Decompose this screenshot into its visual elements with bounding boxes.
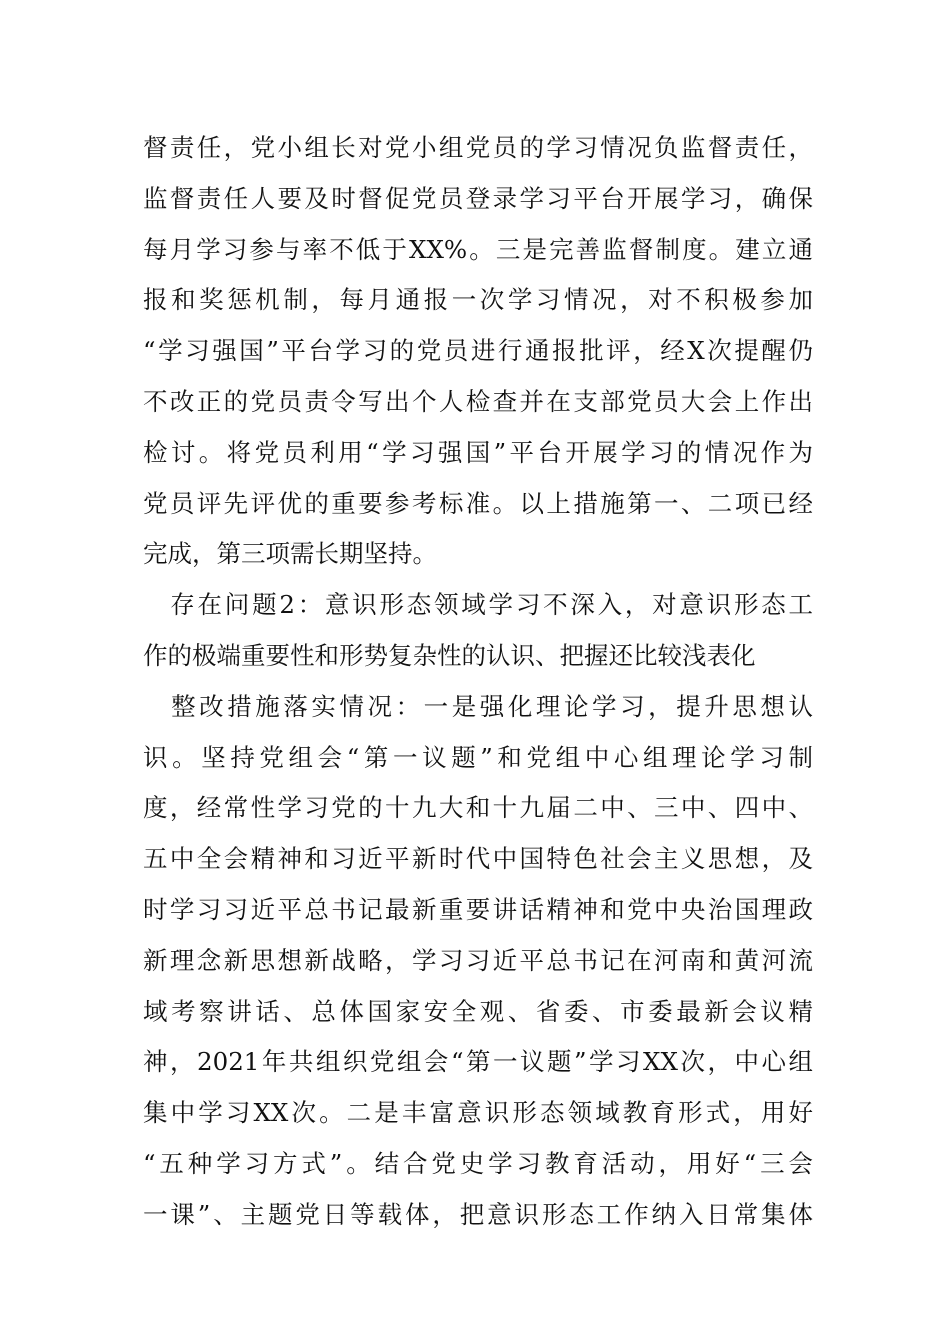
text-line: 整改措施落实情况：一是强化理论学习，提升思想认: [143, 691, 813, 721]
text-line: 新理念新思想新战略，学习习近平总书记在河南和黄河流: [143, 945, 813, 975]
text-line: 存在问题2：意识形态领域学习不深入，对意识形态工: [143, 590, 813, 620]
text-line: 度，经常性学习党的十九大和十九届二中、三中、四中、: [143, 793, 813, 823]
paragraph-2: [143, 580, 813, 682]
text-line: 神，2021年共组织党组会“第一议题”学习XX次，中心组: [143, 1047, 813, 1077]
text-line: 督责任，党小组长对党小组党员的学习情况负监督责任，: [143, 133, 813, 162]
text-line: 报和奖惩机制，每月通报一次学习情况，对不积极参加: [143, 285, 813, 315]
text-line: 完成，第三项需长期坚持。: [143, 539, 437, 569]
document-body: [143, 123, 813, 1241]
text-line: 五中全会精神和习近平新时代中国特色社会主义思想，及: [143, 844, 813, 874]
text-line: “学习强国”平台学习的党员进行通报批评，经X次提醒仍: [143, 336, 813, 366]
text-line: 集中学习XX次。二是丰富意识形态领域教育形式，用好: [143, 1098, 813, 1128]
paragraph-3: [143, 682, 813, 1241]
text-line: 每月学习参与率不低于XX%。三是完善监督制度。建立通: [143, 234, 813, 264]
text-line: 一课”、主题党日等载体，把意识形态工作纳入日常集体: [143, 1199, 813, 1229]
text-line: 作的极端重要性和形势复杂性的认识、把握还比较浅表化: [143, 640, 756, 670]
text-line: 监督责任人要及时督促党员登录学习平台开展学习，确保: [143, 183, 813, 213]
text-line: 检讨。将党员利用“学习强国”平台开展学习的情况作为: [143, 437, 813, 467]
text-line: “五种学习方式”。结合党史学习教育活动，用好“三会: [143, 1148, 813, 1178]
text-line: 识。坚持党组会“第一议题”和党组中心组理论学习制: [143, 742, 813, 772]
paragraph-1: [143, 123, 813, 580]
text-line: 域考察讲话、总体国家安全观、省委、市委最新会议精: [143, 996, 813, 1026]
text-line: 党员评先评优的重要参考标准。以上措施第一、二项已经: [143, 488, 813, 518]
text-line: 时学习习近平总书记最新重要讲话精神和党中央治国理政: [143, 894, 813, 924]
text-line: 不改正的党员责令写出个人检查并在支部党员大会上作出: [143, 386, 813, 416]
